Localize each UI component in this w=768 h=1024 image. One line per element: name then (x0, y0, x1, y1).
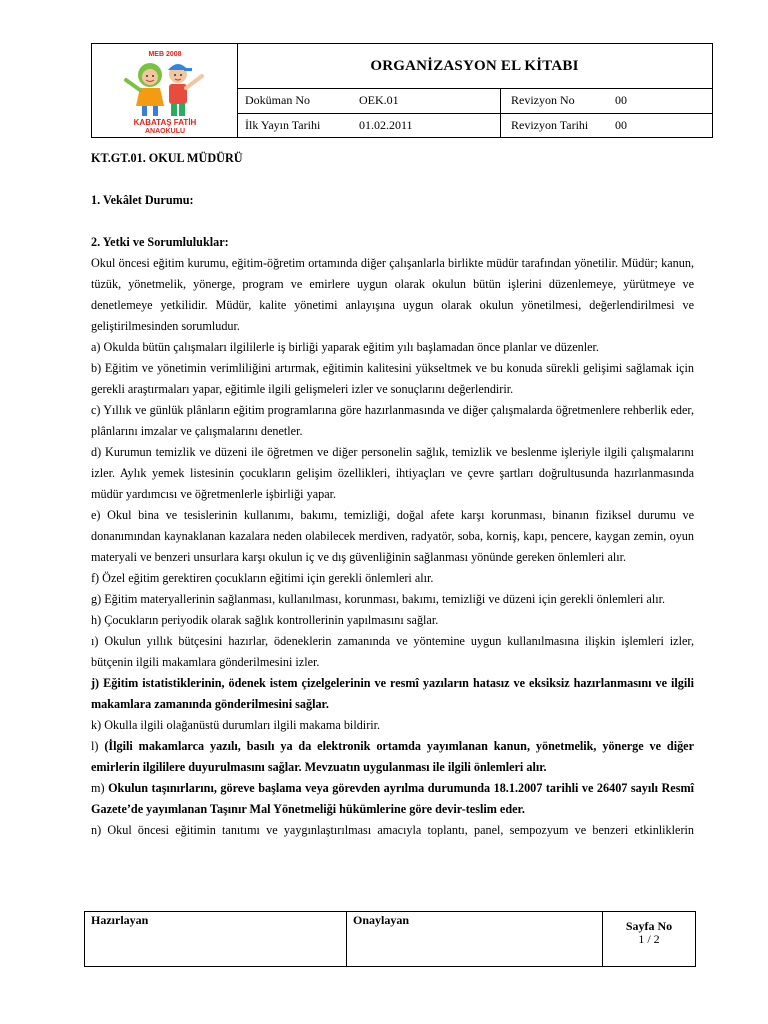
item-n: n) Okul öncesi eğitimin tanıtımı ve yaygınlaştırılması amacıyla toplantı, panel, sempozyum ve benzeri etkinliklerin (91, 823, 694, 837)
document-footer (84, 911, 696, 967)
approved-by-label: Onaylayan (347, 912, 603, 966)
item-g: g) Eğitim materyallerinin sağlanması, kullanılması, korunması, bakımı, temizliği ve düzeni için gerekli önlemleri alır. (91, 592, 666, 606)
divider (500, 88, 501, 113)
item-m (91, 778, 694, 820)
item-m-text: Okulun taşınırlarını, göreve başlama veya görevden ayrılma durumunda 18.1.2007 tarihli ve 26407 sayılı Resmî Gazete’de yayımlanan Taşınır Mal Yönetmeliği hükümlerine göre devir-teslim eder. (91, 781, 694, 816)
item-k: k) Okulla ilgili olağanüstü durumları ilgili makama bildirir. (91, 718, 381, 732)
item-m-prefix: m) (91, 781, 109, 795)
rev-no-label: Revizyon No (511, 93, 575, 107)
logo-text-line1: KABATAŞ FATİH (133, 118, 197, 127)
school-logo-icon (120, 48, 210, 134)
rev-no-value: 00 (615, 93, 627, 107)
item-j: j) Eğitim istatistiklerinin, ödenek istem çizelgelerinin ve resmî yazıların hatasız ve eksiksiz hazırlanmasını ve ilgili makamlara zamanında gönderilmesini sağlar. (91, 676, 694, 711)
item-c: c) Yıllık ve günlük plânların eğitim programlarına göre hazırlanmasında ve diğer çalışmalarda öğretmenlere rehberlik eder, plânlarını imzalar ve çalışmalarını denetler. (91, 403, 694, 438)
first-pub-label: İlk Yayın Tarihi (245, 118, 321, 132)
section-1-heading: 1. Vekâlet Durumu: (91, 193, 194, 207)
divider (500, 114, 501, 137)
item-i: ı) Okulun yıllık bütçesini hazırlar, ödeneklerin zamanında ve yöntemine uygun kullanılmasına ilişkin işlemleri izler, bütçenin ilgili makamlara gönderilmesini izler. (91, 634, 694, 669)
item-l-prefix: l) (91, 739, 105, 753)
first-pub-value: 01.02.2011 (359, 118, 413, 132)
item-d: d) Kurumun temizlik ve düzeni ile öğretmen ve diğer personelin sağlık, temizlik ve beslenme işleriyle ilgili çalışmalarını izler. Aylık yemek listesinin çocukların gelişim özellikleri, ihtiyaçları ve çevre şartları doğrultusunda hazırlanmasında müdür yardımcısı ve öğretmenlerle işbirliği yapar. (91, 445, 694, 501)
item-l-text: (İlgili makamlarca yazılı, basılı ya da elektronik ortamda yayımlanan kanun, yönetmelik, yönerge ve diğer emirlerin ilgililere duyurulmasını sağlar. Mevzuatın uygulanması ile ilgili önlemleri alır. (91, 739, 695, 774)
page-number-value: 1 / 2 (638, 932, 660, 946)
doc-no-label: Doküman No (245, 93, 310, 107)
doc-no-value: OEK.01 (359, 93, 399, 107)
item-f: f) Özel eğitim gerektiren çocukların eğitimi için gerekli önlemleri alır. (91, 571, 434, 585)
header-row-doc-no (237, 88, 712, 114)
item-e: e) Okul bina ve tesislerinin kullanımı, bakımı, temizliği, doğal afete karşı korunması, binanın fiziksel durumu ve donanımından kaynaklanan kazalara neden olabilecek merdiven, radyatör, soba, korniş, kapı, pencere, kaygan zemin, oyun materyali ve benzeri unsurlara karşı okulun iç ve dış güvenliğinin sağlanması yönünde gereken önlemleri alır. (91, 508, 694, 564)
document-header (91, 43, 713, 138)
section-heading: KT.GT.01. OKUL MÜDÜRÜ (91, 151, 243, 165)
prepared-by-label: Hazırlayan (85, 912, 347, 966)
item-b: b) Eğitim ve yönetimin verimliliğini artırmak, eğitimin kalitesini yükseltmek ve bu konuda sürekli gelişimi sağlamak için gerekli araştırmaları yapar, eğitimle ilgili gelişmeleri izler ve sonuçlarını değerlendirir. (91, 361, 694, 396)
page-number-cell (603, 912, 695, 966)
page-number-label: Sayfa No (625, 919, 673, 933)
document-body (91, 148, 694, 841)
logo-text-line2: ANAOKULU (144, 128, 186, 134)
intro-paragraph: Okul öncesi eğitim kurumu, eğitim-öğretim ortamında diğer çalışanlarla birlikte müdür tarafından yönetilir. Müdür; kanun, tüzük, yönetmelik, yönerge, program ve emirlere uygun olarak okulun bütün işlerini düzenlemeye, yürütmeye ve denetlemeye yetkilidir. Müdür, kalite yönetimi anlayışına uygun olarak okulun yönetilmesi, değerlendirilmesi ve geliştirilmesinden sorumludur. (91, 256, 694, 333)
logo-top-text: MEB 2008 (148, 51, 182, 58)
item-l (91, 736, 694, 778)
rev-date-value: 00 (615, 118, 627, 132)
header-row-first-pub (237, 114, 712, 137)
logo-cell (92, 44, 238, 137)
item-a: a) Okulda bütün çalışmaları ilgililerle iş birliği yaparak eğitim yılı başlamadan önce planlar ve düzenler. (91, 340, 599, 354)
rev-date-label: Revizyon Tarihi (511, 118, 589, 132)
item-h: h) Çocukların periyodik olarak sağlık kontrollerinin yapılmasını sağlar. (91, 613, 439, 627)
document-title: ORGANİZASYON EL KİTABI (237, 44, 712, 89)
section-2-heading: 2. Yetki ve Sorumluluklar: (91, 235, 229, 249)
